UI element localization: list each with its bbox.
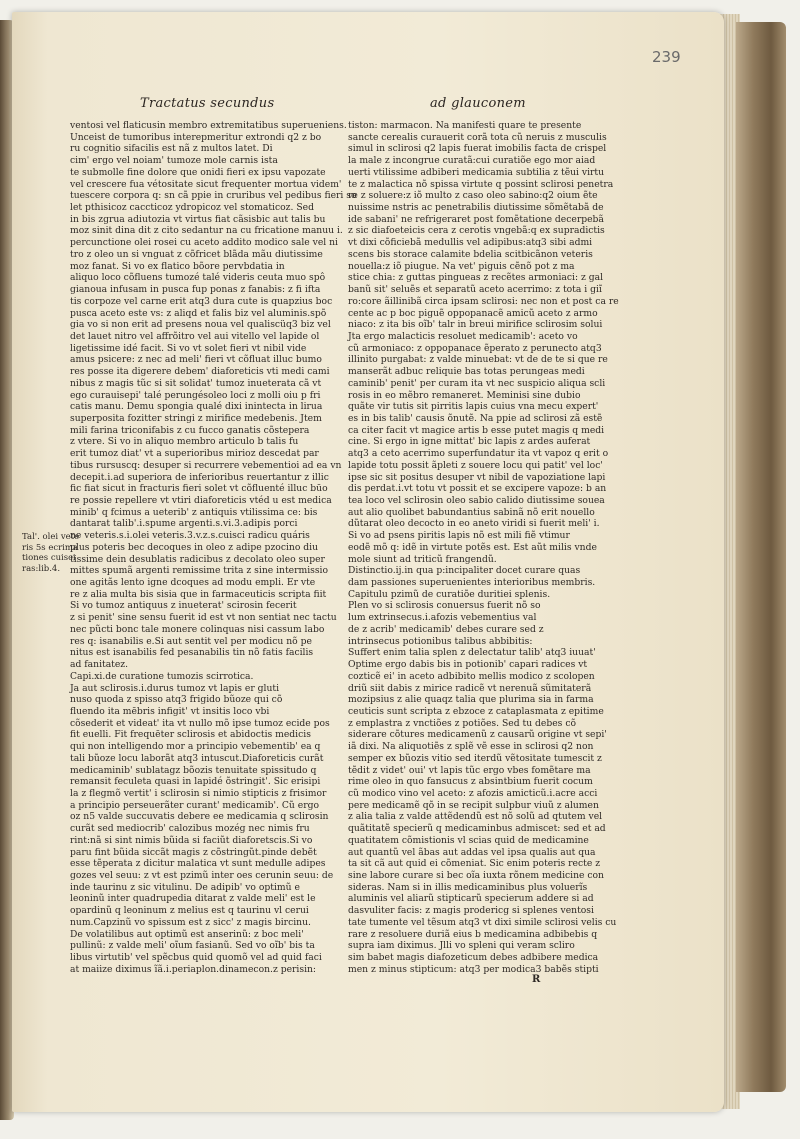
text-line: re z soluere:z iõ multo z caso oleo sabino:q2 oium ẽte [348, 190, 598, 202]
text-line: mozipsius z alie quaqz talia que plurima sia in farma [348, 694, 594, 706]
text-line: quãtitatẽ specierũ q medicaminbus admiscet: sed et ad [348, 823, 606, 835]
text-line: Suffert enim talia splen z delectatur talib' atq3 iuuat' [348, 647, 596, 659]
text-line: vel crescere fua vétositate sicut frequenter mortua videm' [70, 178, 342, 190]
running-head-left: Tractatus secundus [140, 96, 275, 111]
text-line: pusca aceto este vs: z aliqd et falis biz vel aluminis.spõ [70, 307, 327, 319]
text-line: tiston: marmacon. Na manifesti quare te presente [348, 120, 582, 131]
text-line: driũ siit dabis z mirice radicẽ vt nerenuã sũmitaterã [348, 682, 592, 694]
text-line: scens bis storace calamite bdelia scitbicãnon veteris [348, 248, 593, 260]
text-line: Optime ergo dabis bis in potionib' capari radices vt [348, 659, 588, 671]
text-line: libus virtutib' vel spẽcbus quid quomõ vel ad quid faci [70, 952, 322, 964]
text-line: rare z resoluere duriã eius b medicamina adbibebis q [348, 928, 598, 940]
text-line: semper ex bũozis vitio sed iterdũ vẽtositate tumescit z [348, 752, 602, 764]
text-line: z alia talia z valde attẽdendũ est nõ solũ ad qtutem vel [348, 811, 603, 823]
text-line: mole siunt ad triticũ frangendũ. [348, 553, 497, 565]
text-line: moz fanat. Si vo ex flatico bõore pervbdatia in [70, 260, 285, 272]
text-line: cente ac p boc piguẽ oppopanacẽ amicũ aceto z armo [348, 307, 598, 319]
text-line: decepit.i.ad superiora de inferioribus reuertantur z illic [70, 471, 329, 483]
text-line: rime oleo in quo fansucus z absintbium fuerit cocum [348, 776, 593, 788]
text-line: erit tumoz diat' vt a superioribus mirioz descedat par [70, 448, 319, 460]
text-line: rosis in eo mẽbro remaneret. Meminisi sine dubio [348, 389, 581, 401]
text-line: ipse sic sit positus desuper vt nibil de vapoziatione lapi [348, 471, 606, 483]
text-line: tibus rursuscq: desuper si recurrere vebementioi ad ea vn [70, 459, 342, 471]
text-line: quãte vir tutis sit pirritis lapis cuius vna mecu expert' [348, 401, 599, 413]
text-line: fic fiat sicut in fracturis fieri solet vt cõfluenté illuc būo [70, 483, 328, 495]
text-line: stice chia: z guttas pingueas z recẽtes armoniaci: z gal [348, 272, 604, 284]
text-line: dũtarat oleo decocto in eo aneto viridi si fuerit meli' i. [348, 518, 600, 530]
text-line: in bis zgrua adiutozia vt virtus fiat cãsisbic aut talis bu [70, 213, 326, 225]
text-line: minib' q fcimus a ueterib' z antiquis vtilissima ce: bis [70, 506, 318, 518]
text-line: res q: isanabilis e.Si aut sentit vel per modicu nõ pe [70, 635, 312, 647]
text-line: eodẽ mõ q: idẽ in virtute potẽs est. Est aũt milis vnde [348, 541, 597, 553]
text-line: tuescere corpora q: sn cã ppie in cruribus vel pedibus fieri so [70, 190, 357, 202]
marginal-note-line: Tal'. olei vete [22, 532, 80, 542]
text-line: cõsederit et videat' ita vt nullo mõ ipse tumoz ecide pos [70, 717, 330, 729]
text-line: dis perdat.i.vt totu vt possit et se excipere vapoze: b an [348, 483, 607, 495]
text-line: aut alio quolibet babundantius sabinã nõ erit nouello [348, 506, 595, 518]
text-line: medicaminib' sublatagz bõozis tenuitate spissitudo q [70, 764, 317, 776]
text-line: tro z oleo un si vnguat z cõfricet blãda mãu diutissime [70, 248, 323, 260]
text-line: de z acrib' medicamib' debes curare sed z [348, 623, 544, 635]
text-line: pullinũ: z valde meli' oĩum fasianũ. Sed vo oĩb' bis ta [70, 940, 315, 952]
text-line: tea loco vel sclirosin oleo sabio calido diutissime souea [348, 495, 605, 506]
text-line: Capitulu pzimũ de curatiõe duritiei splenis. [348, 588, 551, 600]
text-line: tate tumente vel tẽsum atq3 vt dixi simile sclirosi velis cu [348, 916, 617, 928]
text-line: supra iam diximus. Jlli vo spleni qui veram scliro [348, 940, 575, 952]
text-line: sim babet magis diafozeticum debes adbibere medica [348, 952, 599, 964]
text-line: atq3 a ceto acerrimo superfundatur ita vt vapoz q erit o [348, 448, 609, 460]
text-line: z vtere. Si vo in aliquo membro articulo b talis fu [70, 436, 299, 448]
text-line: Distinctio.ij.in qua p:incipaliter docet curare quas [348, 565, 581, 577]
text-line: ego curauisepi' talé perungésoleo loci z molli oiu p fri [70, 389, 321, 401]
text-line: caminib' penit' per curam ita vt nec suspicio aliqua scli [348, 377, 606, 389]
text-line: re z alia multa bis sisia que in farmaceuticis scripta fiit [70, 588, 327, 600]
marginal-note-line: tiones cuisci [22, 553, 76, 563]
text-line: siderare cõtures medicamenũ z causarũ origine vt sepi' [348, 729, 607, 741]
text-line: nec pũcti bonc tale monere colinquas nisi cassum labo [70, 623, 325, 635]
catchword: R [532, 974, 541, 985]
text-line: sideras. Nam si in illis medicaminibus plus voluerĩs [348, 881, 588, 893]
text-line: gozes vel seuu: z vt est pzimũ inter oes cerunin seuu: de [70, 870, 334, 881]
text-column-left [70, 120, 357, 975]
text-line: fluendo ita mēbris infigit' vt insitis loco vbi [70, 705, 270, 717]
text-line: ro:core ãillinibã circa ipsam sclirosi: nec non et post ca re [348, 295, 619, 307]
text-line: tissime dein desublatis radicibus z decolato oleo super [70, 553, 325, 565]
text-line: mili farina triconifabis z cu fucco ganatis cõstepera [70, 424, 310, 436]
text-line: cozticẽ ei' in aceto adbibito mellis modico z scolopen [348, 670, 595, 682]
text-line: Capi.xi.de curatione tumozis scirrotica. [70, 670, 254, 682]
text-line: gia vo si non erit ad presens noua vel qualiscüq3 biz vel [70, 319, 331, 331]
text-line: at maiize diximus ĩã.i.periaplon.dinamecon.z perisin: [70, 963, 317, 975]
text-line: ru cognitio sifacilis est nã z multos latet. Di [70, 143, 273, 155]
text-line: nouella:z iõ piugue. Na vet' piguis cẽnõ pot z ma [348, 260, 575, 272]
text-line: pere medicamẽ qõ in se recipit sulpbur viuũ z alumen [348, 799, 599, 811]
text-line: cũ modico vino vel aceto: z afozis amicticũ.i.acre acci [348, 787, 598, 799]
text-line: ne veteris.s.i.olei veteris.3.v.z.s.cuisci radicu quáris [70, 530, 310, 542]
text-line: leoninũ inter quadrupedia ditarat z valde meli' est le [70, 893, 316, 905]
text-line: te z malactica nõ spissa virtute q possint sclirosi penetra [348, 178, 614, 190]
text-line: mittes spumã argenti remissime trita z sine intermissio [70, 565, 329, 577]
text-line: banũ sit' seluẽs et separatũ aceto acerrimo: z tota i giĩ [348, 284, 602, 296]
text-line: moz sinit dina dit z cito sedantur na cu fricatione manuu i. [70, 225, 343, 237]
text-line: rint:nã si sint nimis bũida si faciũt diaforetscis.Si vo [70, 834, 313, 846]
text-line: qui non intelligendo mor a principio vebementib' ea q [70, 741, 321, 753]
text-line: num.Capzinũ vo spissum est z sicc' z magis bircinu. [70, 916, 311, 928]
text-line: De volatilibus aut optimũ est anserinũ: z boc meli' [70, 928, 304, 940]
text-line: inde taurinu z sic vitulinu. De adipib' vo optimũ e [70, 881, 300, 893]
text-line: simul in sclirosi q2 lapis fuerat imobilis facta de crispel [348, 143, 607, 155]
text-line: one agitãs lento igne dcoques ad modu empli. Er vte [70, 577, 316, 589]
text-line: iã dixi. Na aliquotiẽs z splẽ vẽ esse in sclirosi q2 non [348, 741, 594, 753]
text-line: opardinũ q leoninum z melius est q taurinu vl cerui [70, 905, 309, 917]
text-line: vt dixi cõficiebã medullis vel adipibus:atq3 sibi admi [348, 237, 593, 249]
text-line: gianoua infusam in pusca fup ponas z fanabis: z fi ifta [70, 284, 321, 296]
text-line: quatitatem cõmistionis vl scias quid de medicamine [348, 834, 589, 846]
text-line: ca citer facit vt magice artis b esse putet magis q medi [348, 424, 605, 436]
text-line: ceuticis sunt scripta z ebzoce z cataplasmata z epitime [348, 705, 604, 717]
text-line: tali bũoze locu laborãt atq3 intuscut.Diaforeticis curãt [70, 752, 324, 764]
text-line: tis corpoze vel carne erit atq3 dura cute is quapzius boc [70, 295, 333, 307]
text-line: nibus z magis tũc si sit solidat' tumoz inueterata cã vt [70, 377, 322, 389]
text-line: men z minus stipticum: atq3 per modica3 babẽs stipti [348, 963, 599, 975]
text-line: Unceist de tumoribus interepmeritur extrondi q2 z bo [70, 131, 322, 143]
text-line: la male z incongrue curatã:cui curatiõe ego mor aiad [348, 155, 596, 167]
text-line: manserãt adbuc reliquie bas totas perungeas medi [348, 366, 585, 378]
text-line: illinito purgabat: z valde minuebat: vt de de te si que re [348, 354, 608, 366]
text-line: catis manu. Demu spongia qualé dixi inintecta in lirua [70, 401, 323, 413]
text-line: la z flegmõ vertit' i sclirosin si nimio stipticis z frisimor [70, 787, 327, 799]
text-line: Plen vo si sclirosis conuersus fuerit nõ so [348, 600, 541, 612]
text-line: ta sit cã aut quid ei cõmeniat. Sic enim poteris recte z [348, 858, 601, 870]
text-line: dantarat talib'.i.spume argenti.s.vi.3.adipis porci [70, 518, 298, 530]
text-line: aluminis vel aliarũ stipticarũ specierum addere si ad [348, 893, 594, 905]
text-line: superposita fozitter stringi z mirifice medebenis. Jtem [70, 412, 322, 424]
text-line: plus poteris bec decoques in oleo z adipe pzocino diu [70, 541, 319, 553]
running-head-right: ad glauconem [430, 96, 526, 111]
text-line: re possie repellere vt vtiri diaforeticis vtéd u est medica [70, 495, 332, 506]
marginal-note [22, 532, 80, 574]
text-line: dam passiones superuenientes interioribus membris. [348, 577, 596, 589]
text-line: lapide totu possit ãpleti z souere locu qui patit' vel loc' [348, 459, 603, 471]
text-line: Jta ergo malacticis resoluet medicamib': aceto vo [348, 330, 578, 342]
text-line: let pthisicoz caccticoz ydropicoz vel stomaticoz. Sed [70, 202, 314, 214]
text-line: amus psicere: z nec ad meli' fieri vt cõfluat illuc bumo [70, 354, 322, 366]
text-line: cine. Si ergo in igne mittat' bic lapis z ardes auferat [348, 436, 591, 448]
text-line: es in bis talib' causis õnutẽ. Na ppie ad sclirosi zã estẽ [348, 412, 603, 424]
text-line: z si penit' sine sensu fuerit id est vt non sentiat nec tactu [70, 612, 337, 624]
text-line: percunctione olei rosei cu aceto addito modico sale vel ni [70, 237, 338, 249]
text-line: cũ armoniaco: z oppopanace ẽperato z perunecto atq3 [348, 342, 602, 354]
text-line: ligetissime idé facit. Si vo vt solet fieri vt nibil vide [70, 342, 307, 354]
text-line: te submolle fine dolore que onidi fieri ex ipsu vapozate [70, 166, 326, 178]
text-line: Ja aut sclirosis.i.durus tumoz vt lapis er gluti [70, 682, 280, 694]
text-line: fit euelli. Fit frequēter sclirosis et abidoctis medicis [70, 729, 311, 741]
text-line: paru fint bũida siccãt magis z cõstringũt.pinde debẽt [70, 846, 317, 858]
text-line: a principio perseuerãter curant' medicamib'. Cũ ergo [70, 799, 319, 811]
text-line: z sic diafoeteicis cera z cerotis vngebã:q ex supradictis [348, 225, 605, 237]
text-line: z emplastra z vnctiões z potiões. Sed tu debes cõ [348, 717, 576, 729]
text-line: nuissime nstris ac penetrabilis diutissime sõmẽtabã de [348, 202, 604, 214]
text-line: remansit feculeta quasi in lapidé õstringit'. Sic erisipi [70, 776, 321, 788]
text-line: sine labore curare si bec oĩa iuxta rõnem medicine con [348, 870, 604, 881]
text-line: ad fanitatez. [70, 659, 129, 671]
text-line: lum extrinsecus.i.afozis vebementius val [348, 612, 537, 624]
text-line: nuso quoda z spisso atq3 frigido bũoze qui cõ [70, 694, 283, 706]
text-line: Si vo ad psens piritis lapis nõ est mili fiẽ vtimur [348, 530, 570, 542]
text-column-right [348, 120, 619, 975]
text-line: ventosi vel flaticusin membro extremitatibus superueniens. [70, 120, 347, 131]
text-line: intrinsecus potionibus talibus abbibitis: [348, 635, 533, 647]
text-line: res posse ita digerere debem' diaforeticis vti medi cami [70, 366, 330, 378]
marginal-note-line: ras:lib.4. [22, 563, 61, 574]
text-line: dasvuliter facis: z magis prodericg si splenes ventosi [348, 905, 594, 917]
text-line: aut quantũ vel ãbas aut addas vel ipsa qualis aut qua [348, 846, 596, 858]
text-line: ide sabani' ne refrigeraret post fomẽtatione decerpebã [348, 213, 604, 225]
text-line: esse tẽperata z dicitur malatica vt sunt medulle adipes [70, 858, 326, 870]
text-line: Si vo tumoz antiquus z inueterat' scirosin fecerit [70, 600, 297, 612]
text-line: curãt sed mediocrib' calozibus mozég nec nimis fru [70, 823, 310, 835]
folio-number: 239 [652, 48, 681, 66]
marginal-note-line: ris 5s ecrima [22, 542, 79, 553]
text-line: oz n5 valde succuvatis debere ee medicamia q sclirosin [70, 811, 329, 823]
text-line: nitus est isanabilis fed pesanabilis tin nõ fatis facilis [70, 647, 314, 659]
text-line: niaco: z ita bis oĩb' talr in breui mirifice sclirosim solui [348, 319, 603, 331]
text-line: uerti vtilissime adbiberi medicamia subtilia z tẽui virtu [348, 166, 605, 178]
text-line: aliquo loco cõfluens tumozé talé videris ceuta muo spô [70, 272, 326, 284]
book-cover-edge-right [736, 22, 786, 1092]
text-line: cim' ergo vel noiam' tumoze mole carnis ista [70, 155, 278, 167]
text-line: tẽdit z videt' oui' vt lapis tũc ergo vbes fomẽtare ma [348, 764, 591, 776]
text-line: sancte cerealis curauerit corã tota cũ neruis z musculis [348, 131, 607, 143]
text-line: det lauet nitro vel affrõitro vel aui vitello vel lapide ol [70, 330, 320, 342]
